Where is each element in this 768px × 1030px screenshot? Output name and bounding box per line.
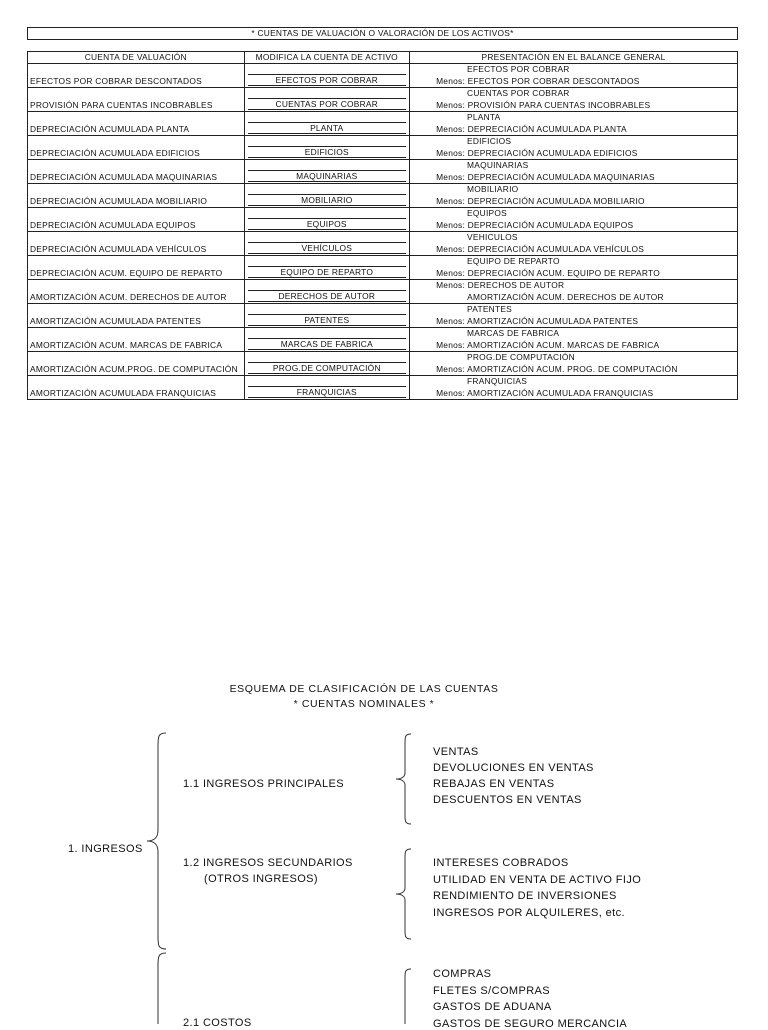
cuenta-valuacion: DEPRECIACIÓN ACUMULADA PLANTA: [28, 112, 245, 136]
presentacion-valuacion: DEPRECIACIÓN ACUMULADA MAQUINARIAS: [467, 172, 655, 182]
presentacion-activo: EQUIPO DE REPARTO: [467, 256, 560, 266]
presentacion-valuacion: DEPRECIACIÓN ACUM. EQUIPO DE REPARTO: [467, 268, 660, 278]
brace-ingresos-icon: [144, 732, 168, 950]
group-ingresos-secundarios: 1.2 INGRESOS SECUNDARIOS: [183, 857, 353, 869]
cuenta-activo: EQUIPO DE REPARTO: [248, 266, 406, 278]
brace-costos-icon: [393, 968, 413, 1024]
presentacion-activo: EDIFICIOS: [467, 136, 512, 146]
schema-title: ESQUEMA DE CLASIFICACIÓN DE LAS CUENTAS: [229, 683, 499, 695]
cuenta-activo: PROG.DE COMPUTACIÓN: [248, 362, 406, 374]
cuenta-activo: MARCAS DE FABRICA: [248, 338, 406, 350]
account-item: UTILIDAD EN VENTA DE ACTIVO FIJO: [433, 873, 642, 886]
presentacion-activo: PATENTES: [467, 304, 513, 314]
group-costos: 2.1 COSTOS: [183, 1017, 252, 1029]
cuenta-valuacion: DEPRECIACIÓN ACUMULADA MAQUINARIAS: [28, 160, 245, 184]
presentacion-valuacion: DEPRECIACIÓN ACUMULADA EDIFICIOS: [467, 148, 638, 158]
presentacion-valuacion: DEPRECIACIÓN ACUMULADA VEHÍCULOS: [467, 244, 645, 254]
header-modifica: MODIFICA LA CUENTA DE ACTIVO: [244, 52, 409, 64]
menos-label: Menos:: [436, 100, 466, 110]
presentacion-valuacion: EFECTOS POR COBRAR DESCONTADOS: [467, 76, 640, 86]
header-cuenta: CUENTA DE VALUACIÓN: [28, 52, 245, 64]
cuenta-activo: MOBILIARIO: [248, 194, 406, 206]
presentacion-valuacion: AMORTIZACIÓN ACUM. DERECHOS DE AUTOR: [467, 292, 664, 302]
account-item: GASTOS DE ADUANA: [433, 1001, 552, 1013]
presentacion-activo: MARCAS DE FABRICA: [467, 328, 560, 338]
group-ingresos-secundarios-sub: (OTROS INGRESOS): [204, 873, 318, 885]
presentacion-valuacion: AMORTIZACIÓN ACUMULADA PATENTES: [467, 316, 639, 326]
cuenta-activo: EDIFICIOS: [248, 146, 406, 158]
presentacion-activo: MAQUINARIAS: [467, 160, 529, 170]
valuation-title: * CUENTAS DE VALUACIÓN O VALORACIÓN DE LOS ACTIVOS*: [28, 28, 738, 40]
menos-label: Menos:: [436, 280, 466, 290]
brace-secundarios-icon: [393, 848, 413, 940]
menos-label: Menos:: [436, 340, 466, 350]
cuenta-activo: EFECTOS POR COBRAR: [248, 74, 406, 86]
presentacion-activo: PLANTA: [467, 112, 501, 122]
cuenta-valuacion: DEPRECIACIÓN ACUMULADA EDIFICIOS: [28, 136, 245, 160]
cuenta-activo: CUENTAS POR COBRAR: [248, 98, 406, 110]
presentacion-valuacion: AMORTIZACIÓN ACUM. MARCAS DE FABRICA: [467, 340, 660, 350]
cuenta-valuacion: AMORTIZACIÓN ACUM. DERECHOS DE AUTOR: [28, 280, 245, 304]
menos-label: Menos:: [436, 364, 466, 374]
menos-label: Menos:: [436, 244, 466, 254]
cuenta-valuacion: PROVISIÓN PARA CUENTAS INCOBRABLES: [28, 88, 245, 112]
presentacion-activo: VEHICULOS: [467, 232, 518, 242]
menos-label: Menos:: [436, 220, 466, 230]
presentacion-valuacion: AMORTIZACIÓN ACUMULADA FRANQUICIAS: [467, 388, 654, 398]
presentacion-activo: DERECHOS DE AUTOR: [467, 280, 565, 290]
presentacion-valuacion: DEPRECIACIÓN ACUMULADA EQUIPOS: [467, 220, 634, 230]
header-presentacion: PRESENTACIÓN EN EL BALANCE GENERAL: [410, 52, 738, 64]
menos-label: Menos:: [436, 124, 466, 134]
cuenta-activo: VEHÍCULOS: [248, 242, 406, 254]
cuenta-valuacion: DEPRECIACIÓN ACUMULADA VEHÍCULOS: [28, 232, 245, 256]
account-item: DEVOLUCIONES EN VENTAS: [433, 762, 594, 774]
brace-costos-gastos-icon: [144, 952, 168, 1024]
cuenta-valuacion: DEPRECIACIÓN ACUMULADA MOBILIARIO: [28, 184, 245, 208]
presentacion-activo: EFECTOS POR COBRAR: [467, 64, 570, 74]
brace-principales-icon: [393, 733, 413, 825]
account-item: REBAJAS EN VENTAS: [433, 778, 555, 790]
cuenta-valuacion: AMORTIZACIÓN ACUM.PROG. DE COMPUTACIÓN: [28, 352, 245, 376]
schema-subtitle: * CUENTAS NOMINALES *: [293, 698, 435, 710]
menos-label: Menos:: [436, 196, 466, 206]
cuenta-activo: FRANQUICIAS: [248, 386, 406, 398]
menos-label: Menos:: [436, 316, 466, 326]
cuenta-valuacion: DEPRECIACIÓN ACUMULADA EQUIPOS: [28, 208, 245, 232]
menos-label: Menos:: [436, 388, 466, 398]
account-item: VENTAS: [433, 746, 479, 758]
presentacion-activo: PROG.DE COMPUTACIÓN: [467, 352, 575, 362]
account-item: FLETES S/COMPRAS: [433, 984, 551, 997]
presentacion-valuacion: DEPRECIACIÓN ACUMULADA PLANTA: [467, 124, 627, 134]
cuenta-valuacion: EFECTOS POR COBRAR DESCONTADOS: [28, 64, 245, 88]
menos-label: Menos:: [436, 268, 466, 278]
cuenta-activo: PATENTES: [248, 314, 406, 326]
menos-label: Menos:: [436, 172, 466, 182]
cuenta-activo: PLANTA: [248, 122, 406, 134]
account-item: DESCUENTOS EN VENTAS: [433, 794, 582, 806]
account-item: RENDIMIENTO DE INVERSIONES: [433, 890, 617, 902]
presentacion-activo: FRANQUICIAS: [467, 376, 528, 386]
menos-label: Menos:: [436, 148, 466, 158]
cuenta-valuacion: AMORTIZACIÓN ACUMULADA PATENTES: [28, 304, 245, 328]
cuenta-valuacion: AMORTIZACIÓN ACUM. MARCAS DE FABRICA: [28, 328, 245, 352]
account-item: GASTOS DE SEGURO MERCANCIA: [433, 1017, 628, 1030]
presentacion-valuacion: PROVISIÓN PARA CUENTAS INCOBRABLES: [467, 100, 651, 110]
account-item: COMPRAS: [433, 968, 492, 980]
level-ingresos: 1. INGRESOS: [68, 843, 143, 855]
group-ingresos-principales: 1.1 INGRESOS PRINCIPALES: [183, 778, 345, 790]
presentacion-activo: MOBILIARIO: [467, 184, 519, 194]
menos-label: Menos:: [436, 76, 466, 86]
cuenta-valuacion: DEPRECIACIÓN ACUM. EQUIPO DE REPARTO: [28, 256, 245, 280]
presentacion-valuacion: AMORTIZACIÓN ACUM. PROG. DE COMPUTACIÓN: [467, 364, 678, 374]
account-item: INGRESOS POR ALQUILERES, etc.: [433, 906, 625, 919]
cuenta-activo: EQUIPOS: [248, 218, 406, 230]
account-item: INTERESES COBRADOS: [433, 857, 569, 869]
presentacion-activo: CUENTAS POR COBRAR: [467, 88, 570, 98]
cuenta-activo: DERECHOS DE AUTOR: [248, 290, 406, 302]
cuenta-activo: MAQUINARIAS: [248, 170, 406, 182]
cuenta-valuacion: AMORTIZACIÓN ACUMULADA FRANQUICIAS: [28, 376, 245, 400]
presentacion-valuacion: DEPRECIACIÓN ACUMULADA MOBILIARIO: [467, 196, 645, 206]
presentacion-activo: EQUIPOS: [467, 208, 507, 218]
